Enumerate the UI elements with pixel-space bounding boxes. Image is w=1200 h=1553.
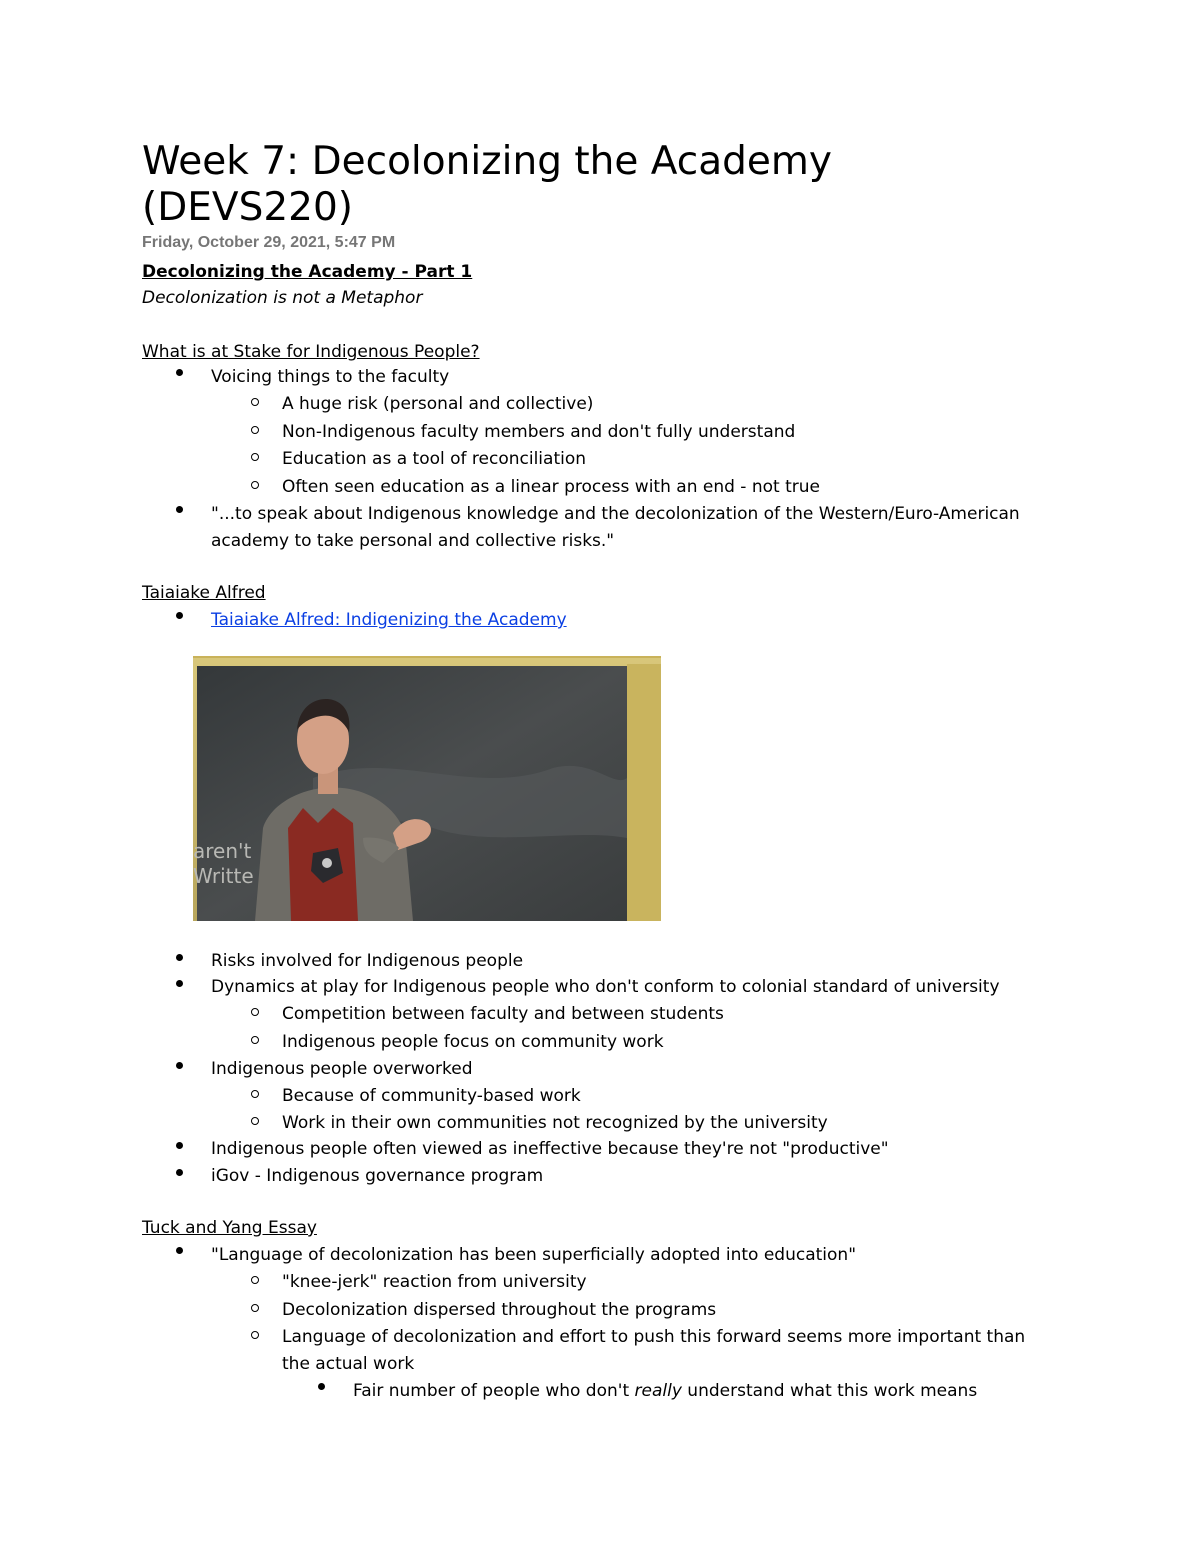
list-item — [353, 1380, 977, 1402]
list-item-line-2: the actual work — [282, 1354, 415, 1374]
circle-bullet-icon — [251, 1276, 259, 1284]
list-item: Indigenous people focus on community work — [282, 1032, 664, 1052]
text-run: understand what this work means — [681, 1381, 978, 1401]
section-heading-alfred: Taiaiake Alfred — [142, 583, 266, 603]
circle-bullet-icon — [251, 426, 259, 434]
bullet-icon — [176, 506, 183, 513]
circle-bullet-icon — [251, 1304, 259, 1312]
video-thumbnail[interactable] — [193, 656, 661, 921]
list-item: Work in their own communities not recognized by the university — [282, 1113, 828, 1133]
text-run: Fair number of people who don't — [353, 1381, 635, 1401]
emphasis-text: really — [634, 1381, 682, 1401]
bullet-icon — [176, 612, 183, 619]
list-item: Because of community-based work — [282, 1086, 581, 1106]
section-heading-tuck: Tuck and Yang Essay — [142, 1218, 317, 1238]
board-writing-1: aren't — [193, 839, 252, 863]
bullet-icon — [176, 369, 183, 376]
quote-line-2: academy to take personal and collective risks." — [211, 531, 615, 551]
list-item: "knee-jerk" reaction from university — [282, 1272, 587, 1292]
list-item: Dynamics at play for Indigenous people who don't conform to colonial standard of university — [211, 977, 1000, 997]
circle-bullet-icon — [251, 1090, 259, 1098]
list-item: Indigenous people overworked — [211, 1059, 473, 1079]
circle-bullet-icon — [251, 398, 259, 406]
list-item: Decolonization dispersed throughout the programs — [282, 1300, 717, 1320]
list-item: "Language of decolonization has been superficially adopted into education" — [211, 1245, 857, 1265]
list-item: Education as a tool of reconciliation — [282, 449, 587, 469]
page-title — [142, 139, 1042, 231]
title-line-2: (DEVS220) — [142, 185, 353, 230]
quote-line-1: "...to speak about Indigenous knowledge and the decolonization of the Western/Euro-American — [211, 504, 1020, 524]
list-item: Risks involved for Indigenous people — [211, 951, 524, 971]
subtitle: Decolonization is not a Metaphor — [142, 288, 423, 308]
list-item: Often seen education as a linear process with an end - not true — [282, 477, 820, 497]
bullet-icon — [176, 954, 183, 961]
bullet-icon — [176, 1247, 183, 1254]
list-item: A huge risk (personal and collective) — [282, 394, 594, 414]
list-item: Competition between faculty and between students — [282, 1004, 724, 1024]
bullet-icon — [176, 980, 183, 987]
list-item: Indigenous people often viewed as ineffective because they're not "productive" — [211, 1139, 889, 1159]
list-item-line-1: Language of decolonization and effort to push this forward seems more important than — [282, 1327, 1026, 1347]
list-item: Non-Indigenous faculty members and don't fully understand — [282, 422, 796, 442]
circle-bullet-icon — [251, 453, 259, 461]
part-heading: Decolonizing the Academy - Part 1 — [142, 262, 473, 282]
circle-bullet-icon — [251, 481, 259, 489]
list-item: iGov - Indigenous governance program — [211, 1166, 544, 1186]
video-link[interactable]: Taiaiake Alfred: Indigenizing the Academy — [211, 610, 567, 630]
title-line-1: Week 7: Decolonizing the Academy — [142, 139, 832, 184]
circle-bullet-icon — [251, 1036, 259, 1044]
bullet-icon — [176, 1142, 183, 1149]
bullet-icon — [176, 1062, 183, 1069]
circle-bullet-icon — [251, 1117, 259, 1125]
note-timestamp: Friday, October 29, 2021, 5:47 PM — [142, 234, 396, 251]
bullet-icon — [176, 1169, 183, 1176]
circle-bullet-icon — [251, 1331, 259, 1339]
section-heading-stake: What is at Stake for Indigenous People? — [142, 342, 480, 362]
circle-bullet-icon — [251, 1008, 259, 1016]
bullet-icon — [318, 1383, 325, 1390]
list-item: Voicing things to the faculty — [211, 367, 450, 387]
lecturer-photo — [193, 658, 661, 921]
board-writing-2: Writte — [193, 864, 254, 888]
